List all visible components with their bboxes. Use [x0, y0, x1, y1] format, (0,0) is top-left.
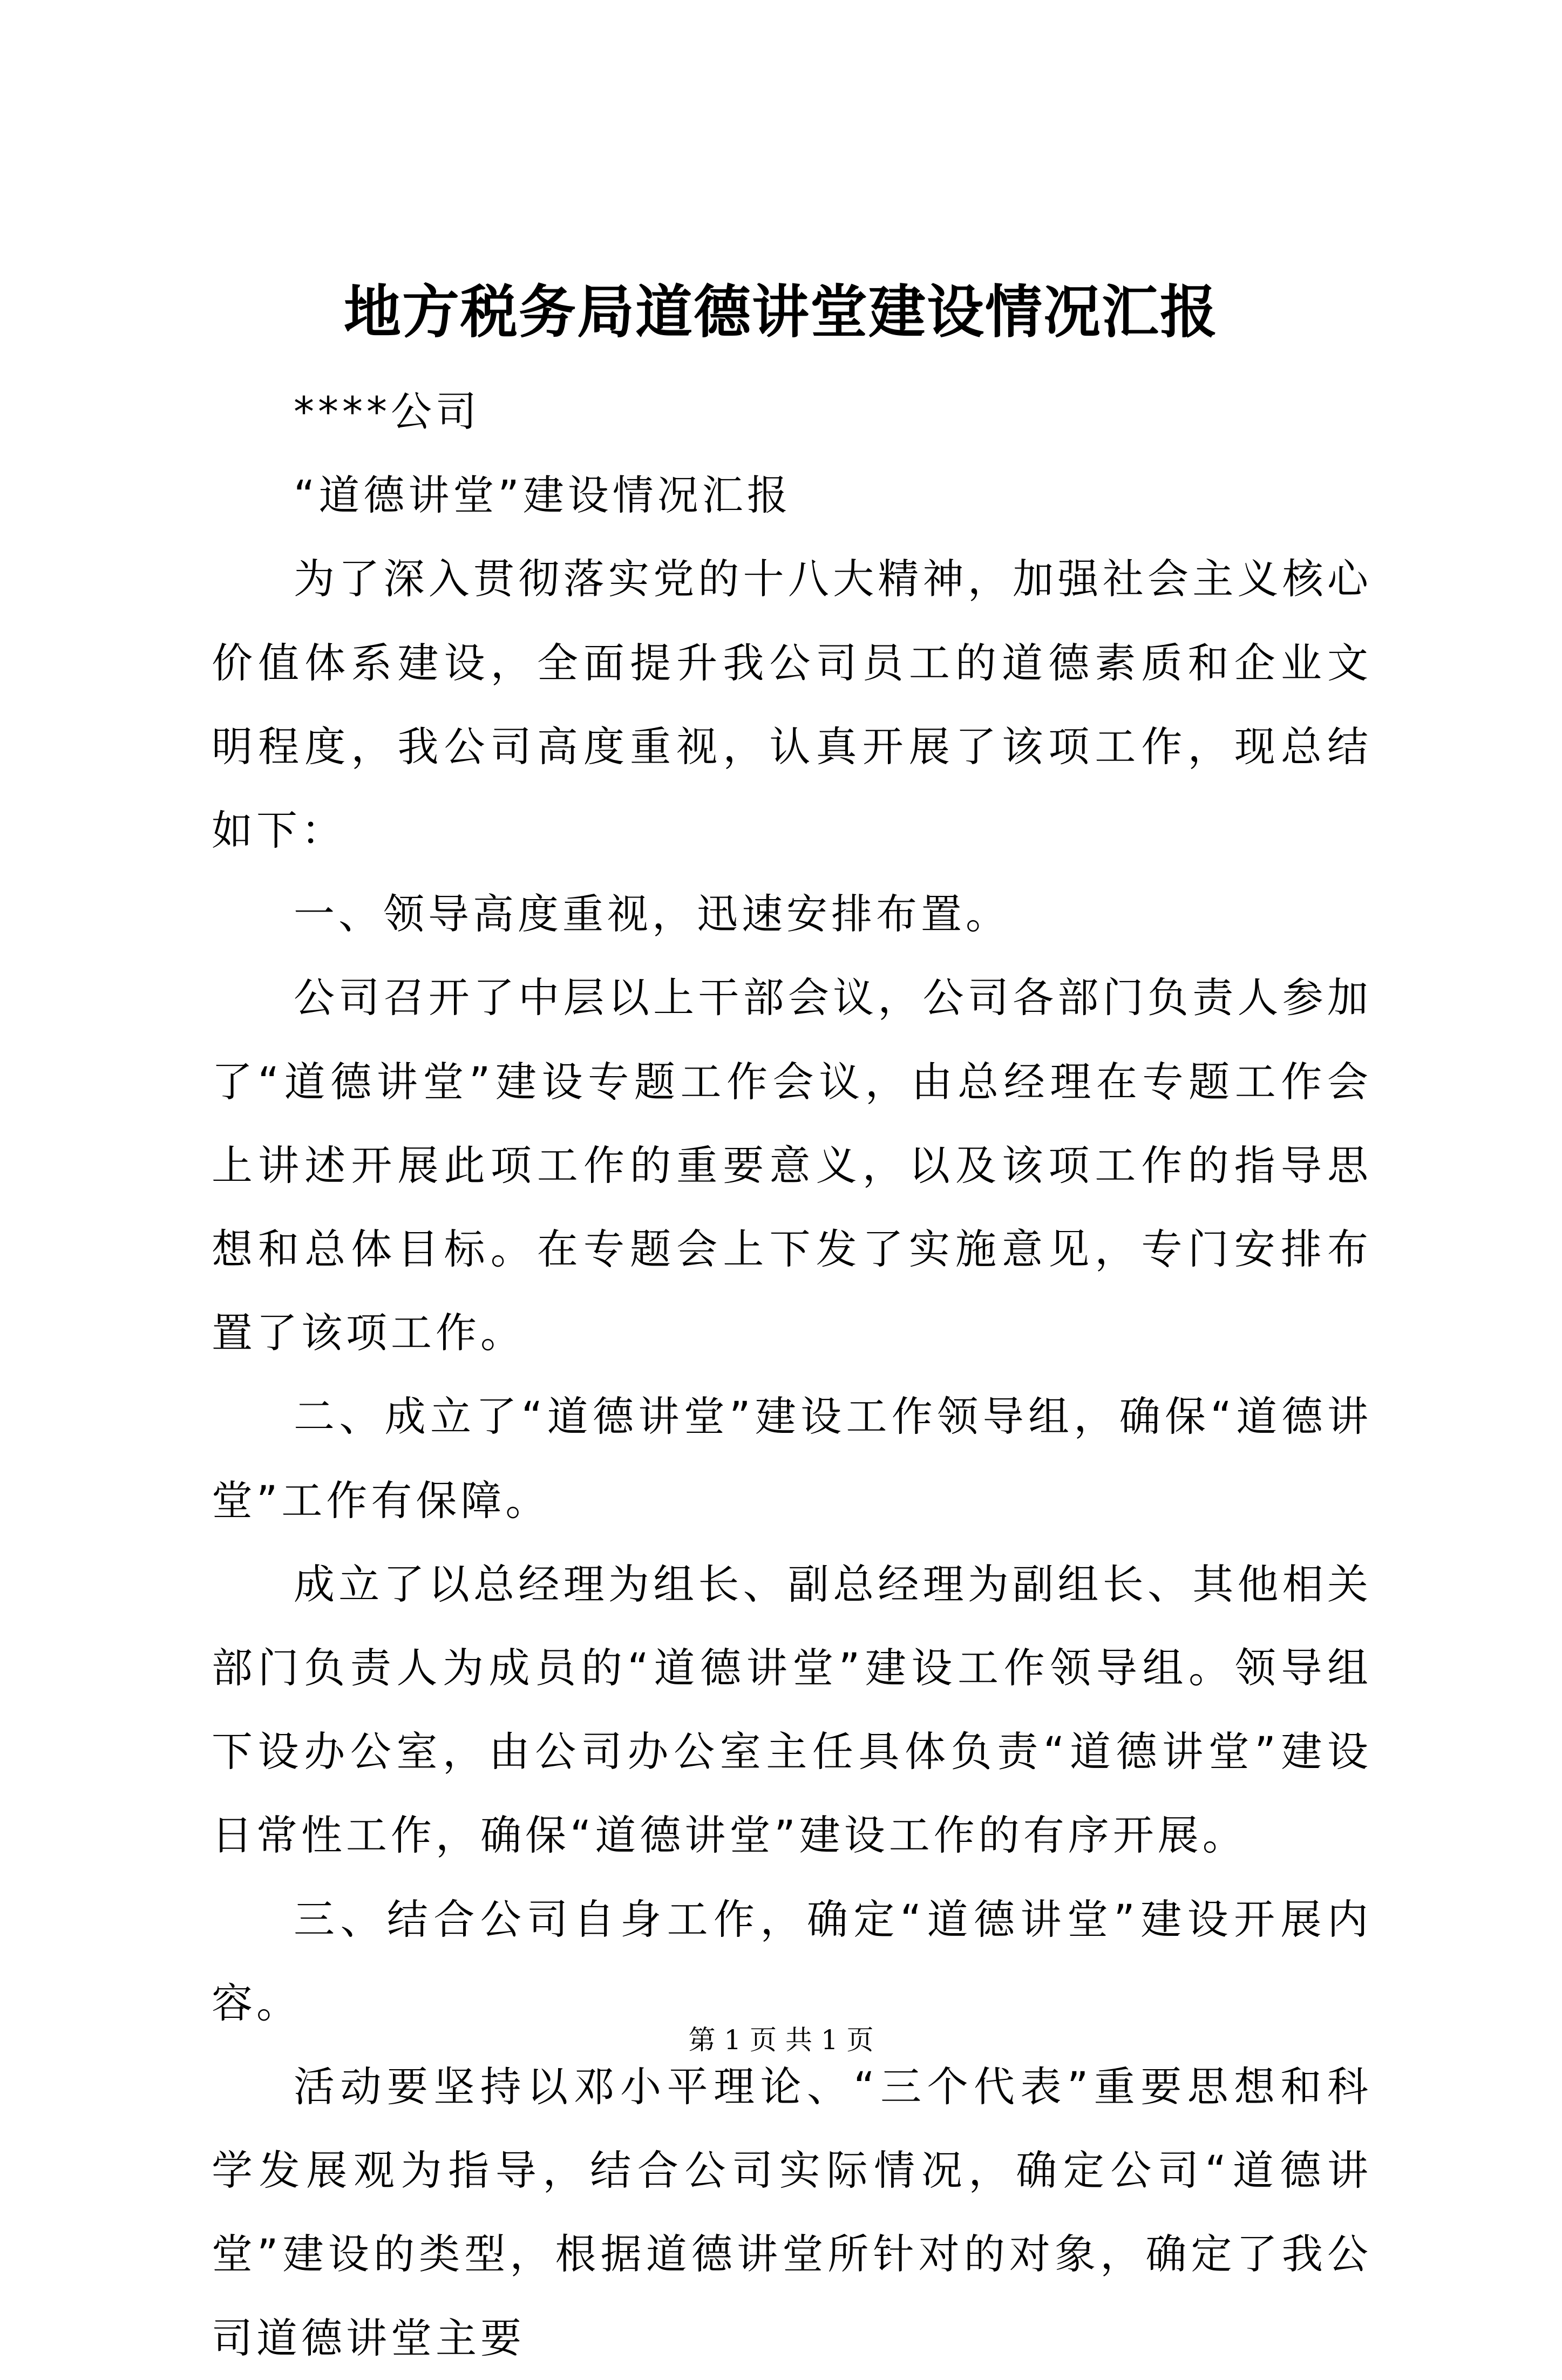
page-footer: 第 1 页 共 1 页	[688, 2024, 874, 2056]
document-body	[212, 370, 1372, 2380]
paragraph-subtitle: “道德讲堂”建设情况汇报	[294, 471, 792, 520]
paragraph-section-1: 公司召开了中层以上干部会议，公司各部门负责人参加了“道德讲堂”建设专题工作会议，由总经理在专题工作会上讲述开展此项工作的重要意义，以及该项工作的指导思想和总体目标。在专题会上下发了实施意见，专门安排布置了该项工作。	[212, 974, 1372, 1357]
paragraph-heading-2: 二、成立了“道德讲堂”建设工作领导组，确保“道德讲堂”工作有保障。	[212, 1392, 1372, 1525]
paragraph-section-2: 成立了以总经理为组长、副总经理为副组长、其他相关部门负责人为成员的“道德讲堂”建设工作领导组。领导组下设办公室，由公司办公室主任具体负责“道德讲堂”建设日常性工作，确保“道德讲堂”建设工作的有序开展。	[212, 1560, 1372, 1860]
paragraph-company: ****公司	[294, 387, 480, 436]
paragraph-heading-3: 三、结合公司自身工作，确定“道德讲堂”建设开展内容。	[212, 1895, 1372, 2027]
paragraph-intro: 为了深入贯彻落实党的十八大精神，加强社会主义核心价值体系建设，全面提升我公司员工的道德素质和企业文明程度，我公司高度重视，认真开展了该项工作，现总结如下：	[212, 555, 1372, 855]
document-title: 地方税务局道德讲堂建设情况汇报	[344, 278, 1218, 345]
paragraph-section-3: 活动要坚持以邓小平理论、“三个代表”重要思想和科学发展观为指导，结合公司实际情况，确定公司“道德讲堂”建设的类型，根据道德讲堂所针对的对象，确定了我公司道德讲堂主要	[212, 2063, 1372, 2362]
paragraph-heading-1: 一、领导高度重视，迅速安排布置。	[294, 890, 1010, 939]
